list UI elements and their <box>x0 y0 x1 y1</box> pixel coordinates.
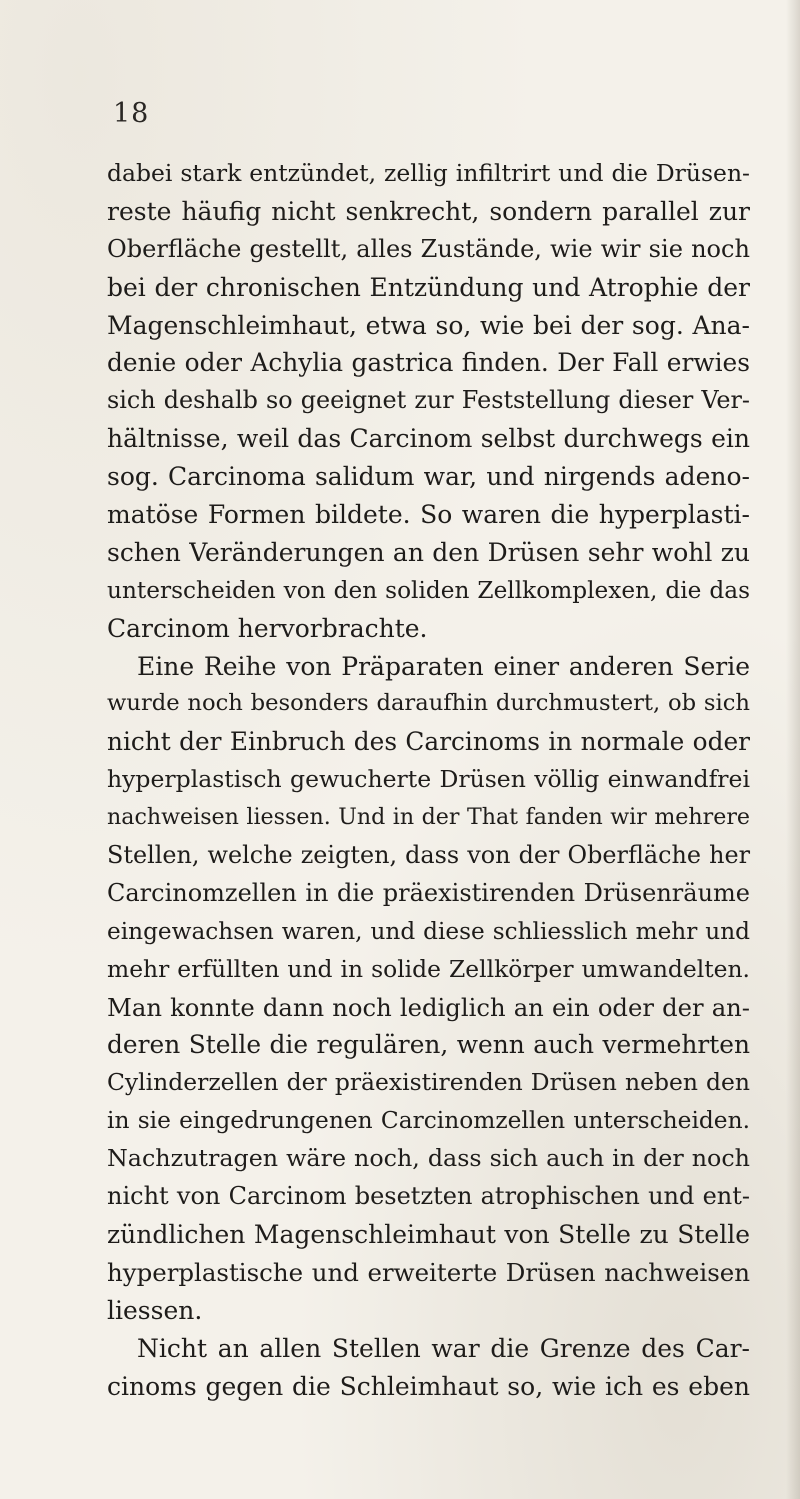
text-line: schen Veränderungen an den Drüsen sehr wohl zu <box>107 537 750 567</box>
text-line: hältnisse, weil das Carcinom selbst durchwegs ein <box>107 424 750 454</box>
text-line: Man konnte dann noch lediglich an ein oder der an- <box>107 992 750 1022</box>
text-line: Magenschleimhaut, etwa so, wie bei der sog. Ana- <box>107 310 750 340</box>
text-line: hyperplastische und erweiterte Drüsen nachweisen <box>107 1257 750 1287</box>
text-line: cinoms gegen die Schleimhaut so, wie ich es eben <box>107 1371 750 1401</box>
body-text <box>107 155 750 1405</box>
text-line: unterscheiden von den soliden Zellkomplexen, die das <box>107 576 750 604</box>
text-line: nicht der Einbruch des Carcinoms in normale oder <box>107 727 750 757</box>
text-line: wurde noch besonders daraufhin durchmustert, ob sich <box>107 690 750 717</box>
text-line: reste häufig nicht senkrecht, sondern parallel zur <box>107 196 750 226</box>
text-line: Nicht an allen Stellen war die Grenze des Car- <box>137 1333 750 1363</box>
text-line: denie oder Achylia gastrica finden. Der Fall erwies <box>107 348 750 378</box>
text-line: sich deshalb so geeignet zur Feststellung dieser Ver- <box>107 386 750 415</box>
text-line: matöse Formen bildete. So waren die hyperplasti- <box>107 500 750 530</box>
text-line: Carcinomzellen in die präexistirenden Drüsenräume <box>107 878 750 907</box>
text-line: dabei stark entzündet, zellig infiltrirt und die Drüsen- <box>107 159 750 187</box>
text-line: Oberfläche gestellt, alles Zustände, wie wir sie noch <box>107 234 750 263</box>
text-line: Stellen, welche zeigten, dass von der Oberfläche her <box>107 841 750 870</box>
text-line: eingewachsen waren, und diese schliesslich mehr und <box>107 917 750 945</box>
text-line: hyperplastisch gewucherte Drüsen völlig einwandfrei <box>107 765 750 794</box>
text-line: nicht von Carcinom besetzten atrophischen und ent- <box>107 1182 750 1211</box>
page-number: 18 <box>113 98 150 129</box>
text-line: Carcinom hervorbrachte. <box>107 613 428 643</box>
text-line: Nachzutragen wäre noch, dass sich auch in der noch <box>107 1144 750 1173</box>
text-line: nachweisen liessen. Und in der That fanden wir mehrere <box>107 804 750 831</box>
text-line: zündlichen Magenschleimhaut von Stelle zu Stelle <box>107 1219 750 1249</box>
text-line: liessen. <box>107 1295 203 1325</box>
text-line: deren Stelle die regulären, wenn auch vermehrten <box>107 1030 750 1060</box>
text-line: mehr erfüllten und in solide Zellkörper umwandelten. <box>107 954 750 983</box>
text-line: Cylinderzellen der präexistirenden Drüsen neben den <box>107 1068 750 1097</box>
page-edge-shadow <box>786 0 800 1499</box>
text-line: Eine Reihe von Präparaten einer anderen Serie <box>137 651 750 681</box>
text-line: sog. Carcinoma salidum war, und nirgends adeno- <box>107 462 750 492</box>
text-line: in sie eingedrungenen Carcinomzellen unterscheiden. <box>107 1107 750 1135</box>
text-line: bei der chronischen Entzündung und Atrophie der <box>107 272 750 302</box>
